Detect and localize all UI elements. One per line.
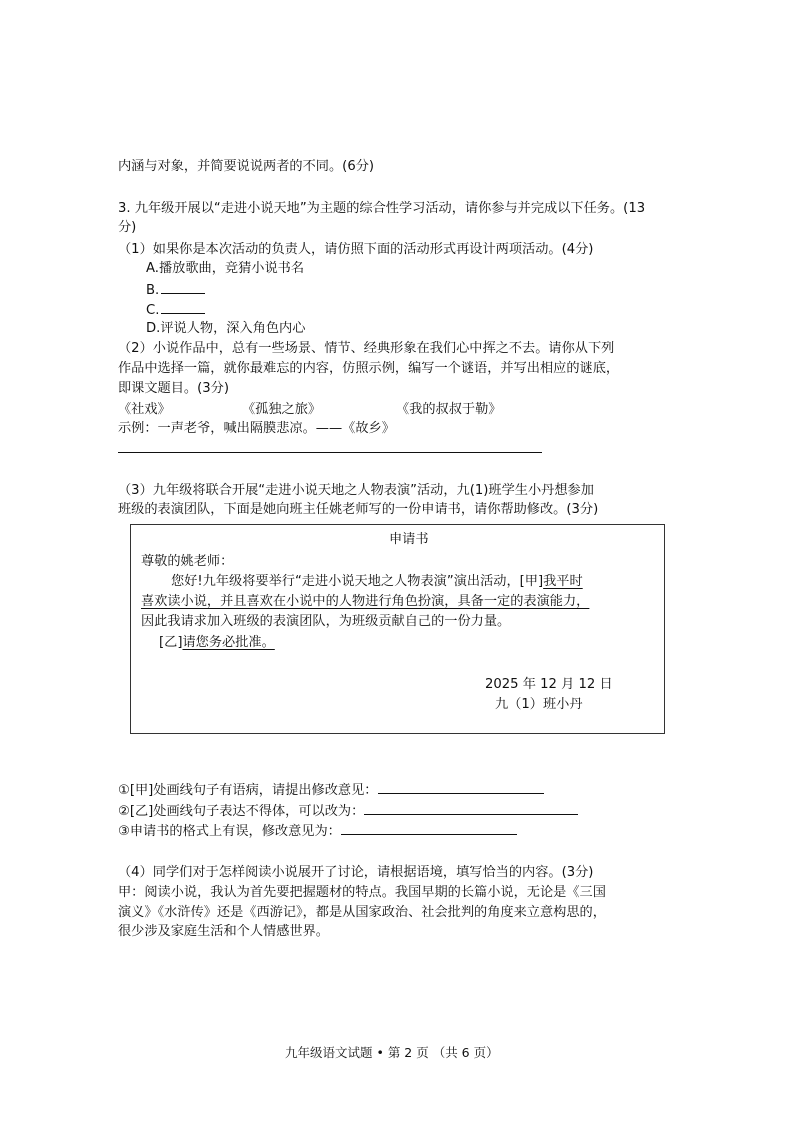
page-footer: 九年级语文试题 • 第 2 页 （共 6 页） [285,1045,499,1060]
q3-part2-line2: 作品中选择一篇，就你最难忘的内容，仿照示例，编写一个谜语，并写出相应的谜底， [118,361,620,376]
q3-part2-line3: 即课文题目。(3分) [118,381,229,396]
letter-body-line1-text: 您好!九年级将要举行“走进小说天地之人物表演”演出活动，[甲] [171,574,544,589]
option-b-answer-blank[interactable] [161,279,205,294]
option-c-answer-blank[interactable] [161,299,205,314]
q3-part3-line1: （3）九年级将联合开展“走进小说天地之人物表演”活动，九(1)班学生小丹想参加 [118,483,594,498]
letter-marker-yi: [乙] [159,635,183,650]
q3-part1-option-b [146,279,205,300]
intro-line: 内涵与对象，并简要说说两者的不同。(6分) [118,159,375,174]
letter-date: 2025 年 12 月 12 日 [485,677,613,692]
q3-part1-stem: （1）如果你是本次活动的负责人，请仿照下面的活动形式再设计两项活动。(4分) [118,242,594,257]
revision-2-answer-blank[interactable] [364,800,578,815]
option-c-label: C. [146,303,160,318]
q3-part3-line2: 班级的表演团队，下面是她向班主任姚老师写的一份申请书，请你帮助修改。(3分) [118,502,599,517]
revision-item-1 [118,779,544,800]
underlined-sentence-jia-part1: 我平时 [543,574,583,589]
letter-signature: 九（1）班小丹 [495,697,583,712]
text-title-3: 《我的叔叔于勒》 [396,402,502,417]
option-b-label: B. [146,283,160,298]
letter-body-line1 [171,572,583,591]
revision-item-3-text: ③申请书的格式上有误，修改意见为： [118,824,341,839]
text-title-2: 《孤独之旅》 [242,402,322,417]
revision-item-2-text: ②[乙]处画线句子表达不得体，可以改为： [118,804,365,819]
q3-part2-line1: （2）小说作品中，总有一些场景、情节、经典形象在我们心中挥之不去。请你从下列 [118,341,615,356]
q3-part1-option-d: D.评说人物，深入角色内心 [146,321,306,336]
revision-3-answer-blank[interactable] [341,820,517,835]
riddle-answer-line[interactable] [118,452,542,453]
q3-part4-line1: （4）同学们对于怎样阅读小说展开了讨论，请根据语境，填写恰当的内容。(3分) [118,865,594,880]
q3-part4-line2: 甲：阅读小说，我认为首先要把握题材的特点。我国早期的长篇小说，无论是《三国 [118,885,606,900]
letter-body-line3: 因此我请求加入班级的表演团队，为班级贡献自己的一份力量。 [141,614,511,629]
riddle-example: 示例：一声老爷，喊出隔膜悲凉。——《故乡》 [118,421,395,436]
underlined-sentence-jia-part2: 喜欢读小说，并且喜欢在小说中的人物进行角色扮演，具备一定的表演能力， [141,594,590,609]
q3-part1-option-c [146,299,205,320]
q3-part1-option-a: A.播放歌曲，竞猜小说书名 [146,261,305,276]
application-letter-box [130,524,665,734]
q3-part4-line4: 很少涉及家庭生活和个人情感世界。 [118,924,329,939]
q3-stem-line2: 分) [118,220,137,235]
revision-1-answer-blank[interactable] [378,779,544,794]
q3-stem-line1: 3. 九年级开展以“走进小说天地”为主题的综合性学习活动，请你参与并完成以下任务。(13 [118,201,646,216]
underlined-sentence-yi: 请您务必批准。 [182,635,275,650]
revision-item-2 [118,800,578,821]
letter-body-line4 [159,633,275,652]
text-title-1: 《社戏》 [118,402,171,417]
letter-title: 申请书 [389,532,429,547]
revision-item-1-text: ①[甲]处画线句子有语病，请提出修改意见： [118,783,378,798]
letter-salutation: 尊敬的姚老师： [141,554,234,569]
revision-item-3 [118,820,517,841]
q3-part4-line3: 演义》《水浒传》还是《西游记》，都是从国家政治、社会批判的角度来立意构思的， [118,905,606,920]
